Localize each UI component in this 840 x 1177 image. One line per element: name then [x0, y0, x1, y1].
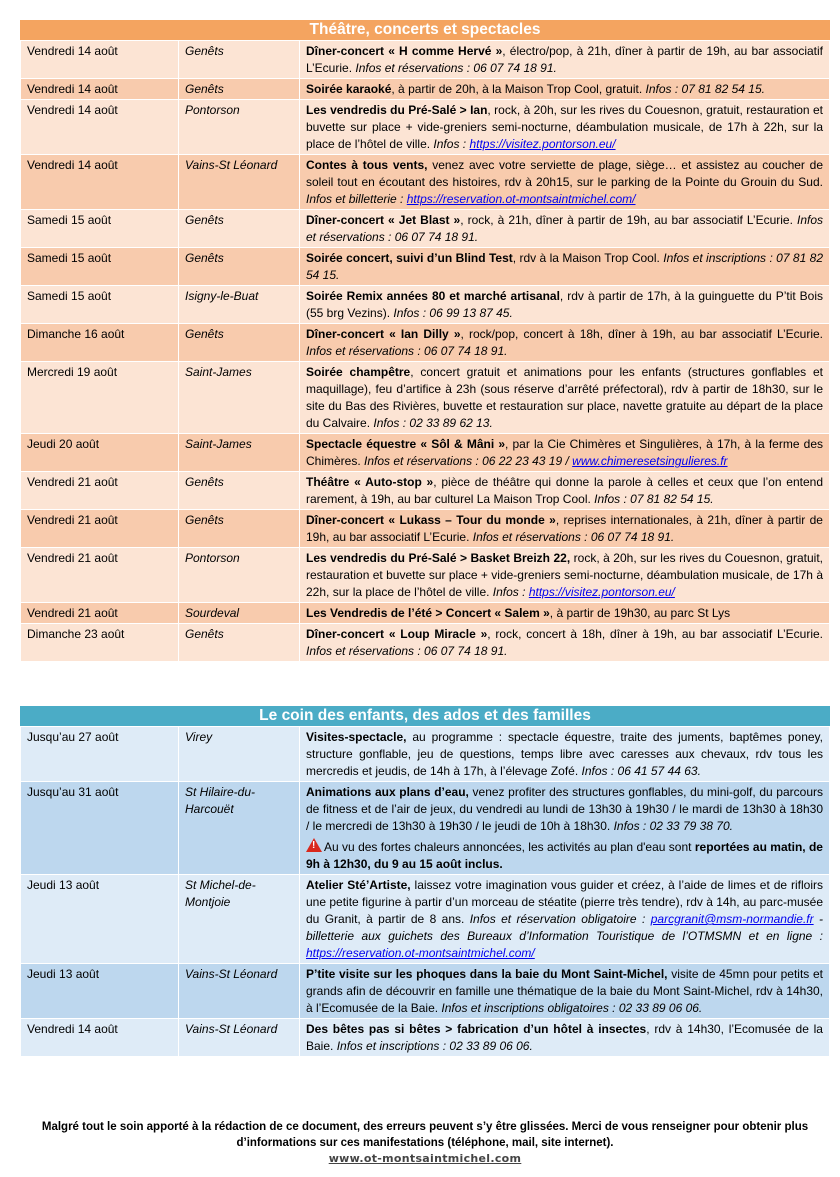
event-date: Vendredi 14 août [21, 1019, 179, 1057]
event-date: Dimanche 16 août [21, 324, 179, 362]
event-link-2[interactable]: https://reservation.ot-montsaintmichel.com/ [306, 946, 535, 960]
event-place: Pontorson [179, 548, 300, 603]
event-date: Jusqu’au 31 août [21, 782, 179, 875]
event-place: Sourdeval [179, 603, 300, 624]
event-place: Isigny-le-Buat [179, 286, 300, 324]
event-title: Dîner-concert « Loup Miracle » [306, 627, 488, 641]
event-place: Saint-James [179, 362, 300, 434]
event-place: Pontorson [179, 100, 300, 155]
event-description [300, 782, 830, 875]
event-text: venez avec votre serviette de plage, siège… et assistez au coucher de soleil tout en écoutant des histoires, rdv à 20h15, sur le parking de la Pointe du Grouin du Sud. [306, 158, 823, 189]
event-description [300, 362, 830, 434]
event-row [21, 362, 830, 434]
event-description [300, 548, 830, 603]
event-row [21, 548, 830, 603]
event-title: Les vendredis du Pré-Salé > Ian [306, 103, 488, 117]
event-text: , rdv à la Maison Trop Cool. [512, 251, 664, 265]
event-date: Vendredi 14 août [21, 41, 179, 79]
event-description [300, 727, 830, 782]
event-place: St Hilaire-du-Harcouët [179, 782, 300, 875]
event-date: Jusqu’au 27 août [21, 727, 179, 782]
event-date: Vendredi 14 août [21, 155, 179, 210]
event-text: rock, à 20h, sur les rives du Couesnon, gratuit, restauration et buvette sur place + vide-greniers semi-nocturne, déambulation musicale, de 17h à 22h, sur la place de l’hôtel de ville. [306, 551, 823, 599]
event-info: Infos et réservations : 06 07 74 18 91. [355, 61, 557, 75]
event-date: Vendredi 21 août [21, 548, 179, 603]
event-date: Vendredi 21 août [21, 603, 179, 624]
event-text: , reprises internationales, à 21h, dîner à partir de 19h, au bar associatif L’Ecurie. [306, 513, 823, 544]
event-link[interactable]: https://visitez.pontorson.eu/ [528, 585, 675, 599]
warning-text: Au vu des fortes chaleurs annoncées, les activités au plan d'eau sont [324, 840, 695, 854]
warning-notice [306, 838, 823, 873]
event-text: , rdv à partir de 17h, à la guinguette du P’tit Bois (55 brg Vezins). [306, 289, 824, 320]
event-info-extra: - billetterie aux guichets des Bureaux d’Information Touristique de l’OTMSMN et en ligne : [306, 912, 823, 943]
event-title: P’tite visite sur les phoques dans la baie du Mont Saint-Michel, [306, 967, 668, 981]
event-row [21, 875, 830, 964]
event-date: Jeudi 13 août [21, 964, 179, 1019]
event-row [21, 782, 830, 875]
event-info: Infos : [492, 585, 526, 599]
event-title: Les Vendredis de l’été > Concert « Salem » [306, 606, 550, 620]
event-title: Soirée concert, suivi d’un Blind Test [306, 251, 513, 265]
event-text: , pièce de théâtre qui donne la parole à celles et ceux que l’on entend rarement, à 19h, au bar culturel La Maison Trop Cool. [306, 475, 823, 506]
event-description [300, 210, 830, 248]
event-info: Infos et réservations : 06 07 74 18 91. [472, 530, 675, 544]
event-row [21, 248, 830, 286]
event-row [21, 510, 830, 548]
event-description [300, 434, 830, 472]
event-text: , à partir de 20h, à la Maison Trop Cool, gratuit. [391, 82, 646, 96]
event-row [21, 472, 830, 510]
event-description [300, 875, 830, 964]
event-text: , par la Cie Chimères et Singulières, à 17h, à la ferme des Chimères. [306, 437, 823, 468]
event-date: Jeudi 20 août [21, 434, 179, 472]
event-text: , rock/pop, concert à 18h, dîner à 19h, au bar associatif L’Ecurie. [460, 327, 823, 341]
event-place: Virey [179, 727, 300, 782]
event-info: Infos et réservations : 06 07 74 18 91. [306, 213, 824, 244]
event-date: Samedi 15 août [21, 210, 179, 248]
event-title: Dîner-concert « Jet Blast » [306, 213, 461, 227]
event-text: venez profiter des structures gonflables, du mini-golf, du parcours de fitness et de l’air de jeux, du vendredi au lundi de 13h30 à 19h30 / le mardi de 13h30 à 18h30 / le mercredi de 13h30 à 19h30 / le jeudi de 10h à 18h30. [306, 785, 823, 833]
footer-website-link[interactable]: www.ot-montsaintmichel.com [328, 1152, 522, 1165]
event-title: Contes à tous vents, [306, 158, 428, 172]
event-place: Genêts [179, 510, 300, 548]
event-text: , électro/pop, à 21h, dîner à partir de 19h, au bar associatif L’Ecurie. [306, 44, 823, 75]
event-title: Soirée Remix années 80 et marché artisanal [306, 289, 560, 303]
event-date: Vendredi 21 août [21, 472, 179, 510]
event-title: Soirée karaoké [306, 82, 392, 96]
footer-disclaimer: Malgré tout le soin apporté à la rédaction de ce document, des erreurs peuvent s’y être glissées. Merci de vous renseigner pour obtenir plus d’informations sur ces manifestations (téléphone, mail, site internet). [41, 1121, 809, 1149]
event-place: Vains-St Léonard [179, 155, 300, 210]
event-description [300, 1019, 830, 1057]
event-info: Infos et billetterie : [306, 192, 404, 206]
event-row [21, 79, 830, 100]
event-text: , rock, concert à 18h, dîner à 19h, au bar associatif L’Ecurie. [487, 627, 823, 641]
event-info: Infos et inscriptions : 07 81 82 54 15. [306, 251, 823, 282]
event-text: , rock, à 21h, dîner à partir de 19h, au bar associatif L’Ecurie. [460, 213, 797, 227]
event-date: Vendredi 14 août [21, 100, 179, 155]
event-text: au programme : spectacle équestre, traite des juments, baptêmes poney, structure gonflable, jeu de questions, temps libre avec caresses aux chevaux, rdv tous les mercredis et jeudis, de 14h à 17h, à l’élevage Zofé. [306, 730, 823, 778]
event-row [21, 41, 830, 79]
event-info: Infos : 06 99 13 87 45. [393, 306, 513, 320]
section-title: Le coin des enfants, des ados et des familles [20, 706, 830, 726]
event-date: Samedi 15 août [21, 248, 179, 286]
event-row [21, 964, 830, 1019]
footer [20, 1119, 830, 1167]
event-info: Infos : [433, 137, 467, 151]
event-place: Genêts [179, 624, 300, 662]
event-info: Infos : 06 41 57 44 63. [581, 764, 701, 778]
event-description [300, 603, 830, 624]
event-text: , rdv à 14h30, l’Ecomusée de la Baie. [306, 1022, 823, 1053]
event-title: Animations aux plans d’eau, [306, 785, 469, 799]
event-place: Genêts [179, 210, 300, 248]
event-title: Dîner-concert « Ian Dilly » [306, 327, 461, 341]
event-info: Infos et réservations : 06 22 23 43 19 / [364, 454, 569, 468]
event-place: Genêts [179, 79, 300, 100]
event-description [300, 472, 830, 510]
event-description [300, 510, 830, 548]
event-title: Théâtre « Auto-stop » [306, 475, 434, 489]
event-row [21, 286, 830, 324]
event-place: Genêts [179, 324, 300, 362]
event-text: , rock, à 20h, sur les rives du Couesnon, gratuit, restauration et buvette sur place + vide-greniers semi-nocturne, déambulation musicale, de 17h à 22h, sur la place de l’hôtel de ville. [306, 103, 824, 151]
event-text: visite de 45mn pour petits et grands afin de découvrir en famille une thématique de la baie du Mont Saint-Michel, rdv à 14h30, à l’Ecomusée de la Baie. [306, 967, 823, 1015]
event-row [21, 727, 830, 782]
event-title: Dîner-concert « Lukass – Tour du monde » [306, 513, 556, 527]
section-title: Théâtre, concerts et spectacles [20, 20, 830, 40]
event-description [300, 324, 830, 362]
event-info: Infos et inscriptions obligatoires : 02 33 89 06 06. [441, 1001, 703, 1015]
event-date: Dimanche 23 août [21, 624, 179, 662]
event-text: laissez votre imagination vous guider et créez, à l’aide de limes et de rifloirs une petite figurine à partir d’un morceau de stéatite (pierre très tendre), rdv à 14h, au parc-musée du Granit, à partir de 8 ans. [306, 878, 823, 926]
event-title: Des bêtes pas si bêtes > fabrication d’un hôtel à insectes [306, 1022, 647, 1036]
event-info: Infos et inscriptions : 02 33 89 06 06. [336, 1039, 533, 1053]
event-info: Infos : 02 33 89 62 13. [373, 416, 493, 430]
event-date: Vendredi 14 août [21, 79, 179, 100]
event-date: Jeudi 13 août [21, 875, 179, 964]
event-row [21, 210, 830, 248]
event-description [300, 155, 830, 210]
event-text: , à partir de 19h30, au parc St Lys [549, 606, 731, 620]
event-place: St Michel-de-Montjoie [179, 875, 300, 964]
event-info: Infos : 07 81 82 54 15. [594, 492, 714, 506]
event-place: Genêts [179, 41, 300, 79]
section-theatre [20, 20, 830, 662]
event-place: Genêts [179, 472, 300, 510]
event-link[interactable]: www.chimeresetsingulieres.fr [572, 454, 728, 468]
event-info: Infos et réservation obligatoire : [469, 912, 646, 926]
section-enfants [20, 706, 830, 1057]
event-date: Vendredi 21 août [21, 510, 179, 548]
event-date: Samedi 15 août [21, 286, 179, 324]
event-row [21, 1019, 830, 1057]
event-description [300, 624, 830, 662]
warning-icon: ! [306, 838, 322, 852]
event-link[interactable]: https://reservation.ot-montsaintmichel.com/ [406, 192, 636, 206]
event-row [21, 603, 830, 624]
event-info: Infos : 07 81 82 54 15. [645, 82, 765, 96]
events-table [20, 726, 830, 1057]
event-place: Genêts [179, 248, 300, 286]
event-description [300, 100, 830, 155]
event-row [21, 155, 830, 210]
event-title: Les vendredis du Pré-Salé > Basket Breizh 22, [306, 551, 571, 565]
event-row [21, 324, 830, 362]
event-title: Spectacle équestre « Sôl & Mâni » [306, 437, 505, 451]
event-info: Infos : 02 33 79 38 70. [613, 819, 733, 833]
event-title: Soirée champêtre [306, 365, 411, 379]
event-date: Mercredi 19 août [21, 362, 179, 434]
event-place: Vains-St Léonard [179, 964, 300, 1019]
event-row [21, 624, 830, 662]
event-title: Visites-spectacle, [306, 730, 407, 744]
event-title: Atelier Sté’Artiste, [306, 878, 411, 892]
event-description [300, 286, 830, 324]
event-description [300, 248, 830, 286]
event-place: Saint-James [179, 434, 300, 472]
event-title: Dîner-concert « H comme Hervé » [306, 44, 503, 58]
event-description [300, 79, 830, 100]
events-table [20, 40, 830, 662]
event-place: Vains-St Léonard [179, 1019, 300, 1057]
event-info: Infos et réservations : 06 07 74 18 91. [306, 344, 508, 358]
event-text: , concert gratuit et animations pour les enfants (structures gonflables et maquillage), feu d’artifice à 23h (sous réserve d’arrêté préfectoral), rdv à partir de 18h30, sur le site du Bas des Rivières, buvette et restauration sur place, navette gratuite au départ de la place du Calvaire. [306, 365, 823, 430]
event-row [21, 434, 830, 472]
event-link[interactable]: https://visitez.pontorson.eu/ [469, 137, 616, 151]
warning-bold: reportées au matin, de 9h à 12h30, du 9 au 15 août inclus. [306, 840, 823, 871]
event-description [300, 41, 830, 79]
event-info: Infos et réservations : 06 07 74 18 91. [306, 644, 508, 658]
event-link[interactable]: parcgranit@msm-normandie.fr [650, 912, 814, 926]
event-row [21, 100, 830, 155]
event-description [300, 964, 830, 1019]
